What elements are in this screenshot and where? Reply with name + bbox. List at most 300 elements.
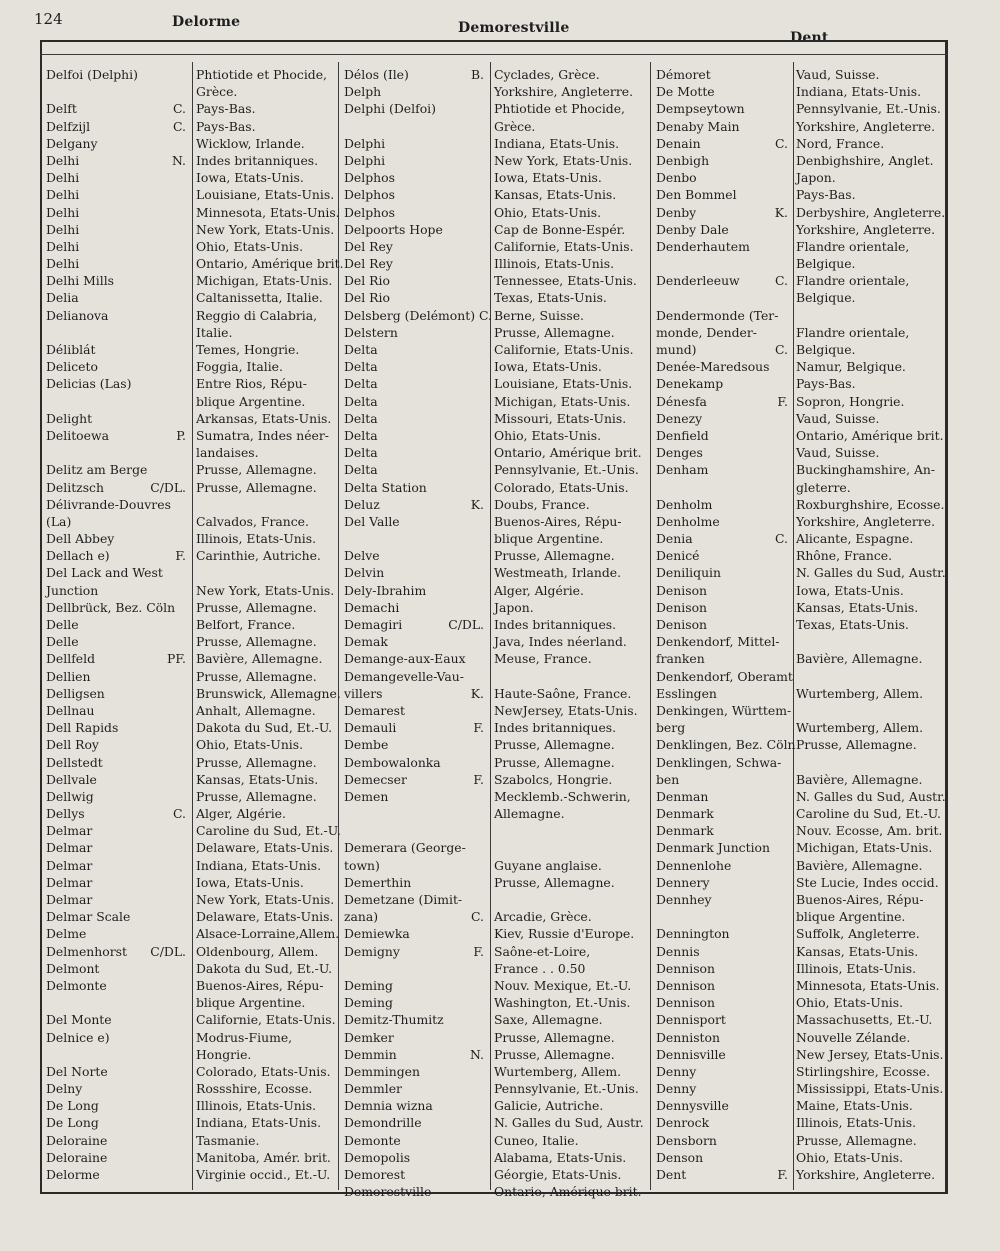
region-text: Vaud, Suisse. (796, 410, 880, 426)
place-name: Déliblát (46, 342, 96, 357)
region-text: Alger, Algérie. (196, 806, 286, 822)
place-name: Delph (344, 84, 382, 100)
place-name: Denkingen, Württem- (656, 702, 792, 718)
region-text: Arcadie, Grèce. (494, 909, 592, 925)
place-name: Densborn (656, 1132, 717, 1148)
entry-row (344, 582, 648, 599)
region-text: Derbyshire, Angleterre. (796, 204, 946, 220)
region-text: Yorkshire, Angleterre. (494, 84, 634, 100)
place-name: Dellstedt (46, 754, 103, 770)
place-name: Dempseytown (656, 101, 745, 117)
region-text: Ohio, Etats-Unis. (196, 238, 304, 254)
place-name: Dell Roy (46, 737, 99, 753)
region-text: Prusse, Allemagne. (196, 668, 317, 684)
region-text: Prusse, Allemagne. (196, 754, 317, 770)
entry-row (344, 925, 648, 942)
entry-row (656, 754, 946, 771)
entry-row (344, 1149, 648, 1166)
place-name: Delight (46, 410, 93, 426)
place-name: Delle (46, 617, 79, 632)
region-text: France . . 0.50 (494, 960, 586, 976)
entry-row (46, 994, 338, 1011)
entry-row (46, 685, 341, 702)
place-name: Delmar (46, 823, 93, 839)
place-name: Denmark (656, 823, 714, 839)
region-text: Colorado, Etats-Unis. (494, 479, 629, 495)
region-text: Entre Rios, Répu- (196, 376, 307, 392)
place-name: Delft (46, 101, 77, 117)
place-name: Denmark Junction (656, 840, 771, 856)
service-mark: C. (173, 101, 186, 117)
region-text: Ohio, Etats-Unis. (494, 204, 602, 220)
entry-row (46, 1114, 338, 1131)
place-name: berg (656, 720, 686, 736)
entry-row (46, 530, 338, 547)
region-text: N. Galles du Sud, Austr. (494, 1115, 644, 1131)
region-text: Californie, Etats-Unis. (494, 238, 634, 254)
place-name: Denekamp (656, 376, 724, 392)
region-text: Modrus-Fiume, (196, 1029, 293, 1045)
place-name: Delny (46, 1081, 83, 1097)
place-name: Demker (344, 1029, 394, 1045)
entry-row (46, 272, 338, 289)
region-text: Michigan, Etats-Unis. (796, 840, 933, 856)
entry-row (344, 1029, 648, 1046)
entry-row (656, 461, 946, 478)
header-center-word: Demorestville (458, 20, 570, 36)
entry-row (344, 358, 648, 375)
entry-row (46, 822, 341, 839)
region-text: Java, Indes néerland. (494, 634, 627, 650)
region-text: Prusse, Allemagne. (494, 548, 615, 564)
place-name: Denicé (656, 548, 700, 564)
entry-row (46, 1046, 338, 1063)
entry-row (344, 616, 648, 633)
region-text: N. Galles du Sud, Austr. (796, 565, 946, 581)
place-name: Delsberg (Delémont) C. (344, 307, 492, 323)
region-text: Denbighshire, Anglet. (796, 152, 934, 168)
region-text: Prusse, Allemagne. (494, 1046, 615, 1062)
place-name: Dennis (656, 943, 700, 959)
entry-row (344, 341, 648, 358)
entry-row (46, 118, 338, 135)
place-name: Denman (656, 788, 709, 804)
entry-row (344, 307, 648, 324)
entry-row (46, 547, 338, 564)
region-text: Bavière, Allemagne. (796, 771, 923, 787)
place-name: Delianova (46, 307, 109, 323)
region-text: Pays-Bas. (796, 376, 856, 392)
region-text: Dakota du Sud, Et.-U. (196, 960, 333, 976)
place-name: Del Lack and West (46, 565, 163, 581)
region-text: Alicante, Espagne. (796, 531, 914, 547)
entry-row (46, 874, 338, 891)
place-name: Den Bommel (656, 187, 737, 203)
region-text: gleterre. (796, 479, 851, 495)
place-name: Demarest (344, 702, 405, 718)
region-text: Iowa, Etats-Unis. (494, 359, 602, 375)
region-text: Mecklemb.-Schwerin, (494, 788, 631, 804)
region-text: Grèce. (494, 118, 536, 134)
region-text: Prusse, Allemagne. (196, 479, 317, 495)
entry-row (656, 375, 946, 392)
region-text: Iowa, Etats-Unis. (196, 874, 304, 890)
place-name: Dennington (656, 926, 730, 942)
place-name: Denges (656, 445, 703, 461)
entry-row (656, 994, 946, 1011)
place-name: Deliceto (46, 359, 98, 375)
region-text: Virginie occid., Et.-U. (196, 1167, 331, 1182)
entry-row (46, 358, 338, 375)
entry-row (46, 736, 338, 753)
place-name: Delvin (344, 565, 385, 581)
region-text: Missouri, Etats-Unis. (494, 410, 627, 426)
entry-row (656, 822, 946, 839)
entry-row (344, 547, 648, 564)
region-text: Berne, Suisse. (494, 307, 584, 323)
region-text: Grèce. (196, 84, 238, 100)
entry-row (344, 375, 648, 392)
place-name: Del Rio (344, 273, 390, 289)
region-text: Yorkshire, Angleterre. (796, 221, 936, 237)
region-text: Californie, Etats-Unis. (196, 1012, 336, 1028)
entry-row (344, 1097, 648, 1114)
region-text: Prusse, Allemagne. (494, 324, 615, 340)
place-name: Denham (656, 462, 709, 478)
place-name: Demange-aux-Eaux (344, 651, 466, 667)
region-text: Hongrie. (196, 1046, 252, 1062)
entry-row (656, 1063, 946, 1080)
place-name: De Motte (656, 84, 715, 100)
region-text: Illinois, Etats-Unis. (494, 256, 615, 272)
entry-row (344, 83, 648, 100)
region-text: Belgique. (796, 290, 856, 306)
place-name: Denfield (656, 427, 709, 443)
place-name: Delta Station (344, 479, 427, 495)
place-name: Del Rey (344, 256, 393, 272)
place-name: Deniliquin (656, 565, 721, 581)
service-mark: K. (774, 204, 788, 220)
place-name: Denia (656, 531, 693, 547)
entry-row (46, 891, 338, 908)
place-name: mund) (656, 342, 697, 357)
entry-row (46, 307, 338, 324)
entry-row (46, 839, 338, 856)
region-text: blique Argentine. (196, 995, 306, 1011)
entry-row (344, 1011, 648, 1028)
region-text: Buenos-Aires, Répu- (494, 513, 622, 529)
region-text: Saône-et-Loire, (494, 943, 591, 959)
region-text: Belgique. (796, 342, 856, 357)
gazetteer-column-2 (344, 66, 648, 1200)
place-name: Delta (344, 342, 378, 357)
place-name: Delmar (46, 857, 93, 873)
entry-row (656, 272, 946, 289)
region-text: Ontario, Amérique brit. (796, 427, 944, 443)
entry-row (656, 513, 946, 530)
region-text: Sopron, Hongrie. (796, 393, 905, 409)
place-name: Dennison (656, 977, 715, 993)
place-name: Demangevelle-Vau- (344, 668, 464, 684)
region-text: NewJersey, Etats-Unis. (494, 702, 638, 718)
region-text: Caroline du Sud, Et.-U. (796, 806, 941, 822)
place-name: Denderhautem (656, 238, 750, 254)
region-text: Guyane anglaise. (494, 857, 602, 873)
region-text: New York, Etats-Unis. (196, 892, 335, 907)
place-name: Dennisport (656, 1012, 726, 1028)
entry-row (656, 66, 946, 83)
entry-row (656, 719, 946, 736)
region-text: blique Argentine. (196, 393, 306, 409)
place-name: Del Rio (344, 290, 390, 306)
entry-row (46, 616, 338, 633)
place-name: Delicias (Las) (46, 376, 132, 392)
region-text: Michigan, Etats-Unis. (196, 273, 333, 289)
place-name: Denison (656, 599, 708, 615)
place-name: Dellnau (46, 702, 95, 718)
entry-row (656, 839, 946, 856)
entry-row (656, 1046, 946, 1063)
entry-row (344, 100, 648, 117)
entry-row (46, 83, 338, 100)
region-text: Italie. (196, 324, 233, 340)
place-name: Delhi (46, 204, 80, 220)
gazetteer-column-1 (46, 66, 344, 1183)
entry-row (46, 1011, 338, 1028)
page-number: 124 (34, 10, 63, 28)
region-text: Colorado, Etats-Unis. (196, 1063, 331, 1079)
place-name: Delta (344, 462, 378, 478)
region-text: New York, Etats-Unis. (196, 582, 335, 598)
entry-row (344, 496, 648, 513)
entry-row (656, 358, 946, 375)
entry-row (656, 771, 946, 788)
entry-row (46, 1029, 338, 1046)
service-mark: C. (775, 273, 788, 289)
place-name: Dennhey (656, 892, 712, 907)
entry-row (344, 1166, 648, 1183)
place-name: De Long (46, 1115, 99, 1131)
entry-row (344, 1046, 648, 1063)
region-text: Bavière, Allemagne. (196, 651, 323, 667)
region-text: Meuse, France. (494, 651, 592, 667)
entry-row (46, 788, 338, 805)
entry-row (656, 891, 946, 908)
region-text: Prusse, Allemagne. (494, 737, 615, 753)
region-text: Caltanissetta, Italie. (196, 290, 323, 306)
region-text: Belfort, France. (196, 617, 296, 632)
place-name: Demmin (344, 1046, 397, 1062)
region-text: Cyclades, Grèce. (494, 67, 600, 82)
entry-row (656, 100, 946, 117)
entry-row (46, 135, 338, 152)
region-text: Illinois, Etats-Unis. (796, 1115, 917, 1131)
place-name: Demorest (344, 1167, 406, 1182)
region-text: Buenos-Aires, Répu- (196, 977, 324, 993)
entry-row (46, 66, 338, 83)
place-name: Delmonte (46, 977, 107, 993)
place-name: De Long (46, 1098, 99, 1114)
entry-row (46, 564, 338, 581)
place-name: franken (656, 651, 705, 667)
entry-row (46, 255, 344, 272)
entry-row (46, 169, 338, 186)
entry-row (46, 221, 338, 238)
region-text: landaises. (196, 445, 259, 461)
place-name: Demerara (George- (344, 840, 466, 856)
entry-row (344, 685, 648, 702)
entry-row (656, 496, 946, 513)
entry-row (656, 324, 946, 341)
entry-row (46, 943, 338, 960)
entry-row (656, 874, 946, 891)
region-text: Iowa, Etats-Unis. (796, 582, 904, 598)
region-text: New York, Etats-Unis. (196, 221, 335, 237)
place-name: Delpoorts Hope (344, 221, 443, 237)
region-text: Californie, Etats-Unis. (494, 342, 634, 357)
entry-row (344, 771, 648, 788)
entry-row (656, 169, 946, 186)
place-name: Delhi (46, 187, 80, 203)
place-name: Delta (344, 359, 378, 375)
entry-row (344, 960, 648, 977)
entry-row (344, 444, 648, 461)
region-text: Illinois, Etats-Unis. (196, 1098, 317, 1114)
entry-row (46, 100, 338, 117)
region-text: Yorkshire, Angleterre. (796, 513, 936, 529)
region-text: Prusse, Allemagne. (494, 874, 615, 890)
region-text: Roxburghshire, Ecosse. (796, 496, 945, 512)
entry-row (46, 341, 338, 358)
service-mark: F. (777, 393, 788, 409)
entry-row (46, 375, 338, 392)
region-text: Manitoba, Amér. brit. (196, 1149, 331, 1165)
header-left-word: Delorme (172, 14, 241, 30)
entry-row (656, 547, 946, 564)
place-name: villers (344, 685, 383, 701)
entry-row (656, 788, 946, 805)
place-name: Demauli (344, 720, 397, 736)
place-name: Junction (46, 582, 99, 598)
region-text: Louisiane, Etats-Unis. (494, 376, 633, 392)
service-mark: C. (173, 118, 186, 134)
entry-row (344, 427, 648, 444)
place-name: Delfzijl (46, 118, 91, 134)
place-name: Delmont (46, 960, 100, 976)
region-text: Buckinghamshire, An- (796, 462, 936, 478)
entry-row (344, 564, 648, 581)
service-mark: F. (777, 1167, 788, 1182)
region-text: Prusse, Allemagne. (796, 737, 917, 753)
place-name: Denison (656, 582, 708, 598)
entry-row (46, 1149, 338, 1166)
place-name: Dellwig (46, 788, 94, 804)
region-text: Pennsylvanie, Et.-Unis. (494, 1081, 639, 1097)
region-text: Iowa, Etats-Unis. (494, 170, 602, 186)
region-text: Kansas, Etats-Unis. (494, 187, 617, 203)
entry-row (656, 152, 946, 169)
region-text: Louisiane, Etats-Unis. (196, 187, 335, 203)
region-text: Arkansas, Etats-Unis. (196, 410, 332, 426)
place-name: Demen (344, 788, 389, 804)
entry-row (46, 857, 338, 874)
region-text: Mississippi, Etats-Unis. (796, 1081, 944, 1097)
place-name: Delitzsch (46, 479, 104, 495)
region-text: Wurtemberg, Allem. (796, 685, 924, 701)
entry-row (344, 1132, 648, 1149)
service-mark: C. (471, 909, 484, 925)
entry-row (344, 874, 648, 891)
place-name: Dennisville (656, 1046, 726, 1062)
entry-row (656, 908, 946, 925)
service-mark: F. (473, 943, 484, 959)
region-text: Prusse, Allemagne. (796, 1132, 917, 1148)
place-name: Denmark (656, 806, 714, 822)
entry-row (344, 1063, 648, 1080)
region-text: Indiana, Etats-Unis. (796, 84, 922, 100)
region-text: Namur, Belgique. (796, 359, 906, 375)
region-text: Texas, Etats-Unis. (796, 617, 909, 632)
place-name: Delphos (344, 170, 395, 186)
entry-row (344, 891, 648, 908)
region-text: Prusse, Allemagne. (196, 462, 317, 478)
region-text: Sumatra, Indes néer- (196, 427, 329, 443)
entry-row (46, 1097, 338, 1114)
entry-row (46, 960, 338, 977)
region-text: N. Galles du Sud, Austr. (796, 788, 946, 804)
entry-row (656, 1166, 946, 1183)
place-name: Delitz am Berge (46, 462, 148, 478)
region-text: Phtiotide et Phocide, (494, 101, 625, 117)
region-text: Doubs, France. (494, 496, 590, 512)
place-name: Dell Rapids (46, 720, 119, 736)
region-text: Indes britanniques. (196, 152, 319, 168)
entry-row (656, 238, 946, 255)
entry-row (656, 977, 946, 994)
place-name: Denby Dale (656, 221, 729, 237)
entry-row (46, 719, 338, 736)
entry-row (46, 152, 338, 169)
region-text: Prusse, Allemagne. (494, 754, 615, 770)
place-name: Dellys (46, 806, 85, 822)
entry-row (656, 582, 946, 599)
place-name: Denkendorf, Mittel- (656, 634, 780, 650)
place-name: Delstern (344, 324, 398, 340)
place-name: Dembowalonka (344, 754, 441, 770)
region-text: Japon. (494, 599, 534, 615)
entry-row (656, 444, 946, 461)
entry-row (656, 204, 946, 221)
region-text: Vaud, Suisse. (796, 445, 880, 461)
region-text: Prusse, Allemagne. (494, 1029, 615, 1045)
region-text: Ontario, Amérique brit. (494, 445, 642, 461)
entry-row (344, 839, 648, 856)
place-name: Delhi (46, 170, 80, 186)
region-text: Bavière, Allemagne. (796, 651, 923, 667)
entry-row (46, 324, 338, 341)
entry-row (656, 599, 946, 616)
entry-row (656, 943, 946, 960)
place-name: Dénesfa (656, 393, 707, 409)
entry-row (46, 1166, 338, 1183)
place-name: Demorestville (344, 1184, 432, 1200)
region-text: Indes britanniques. (494, 720, 617, 736)
region-text: Ontario, Amérique brit. (494, 1184, 642, 1200)
entry-row (46, 461, 338, 478)
entry-row (656, 1114, 946, 1131)
place-name: Delta (344, 445, 378, 461)
place-name: Denny (656, 1081, 697, 1097)
